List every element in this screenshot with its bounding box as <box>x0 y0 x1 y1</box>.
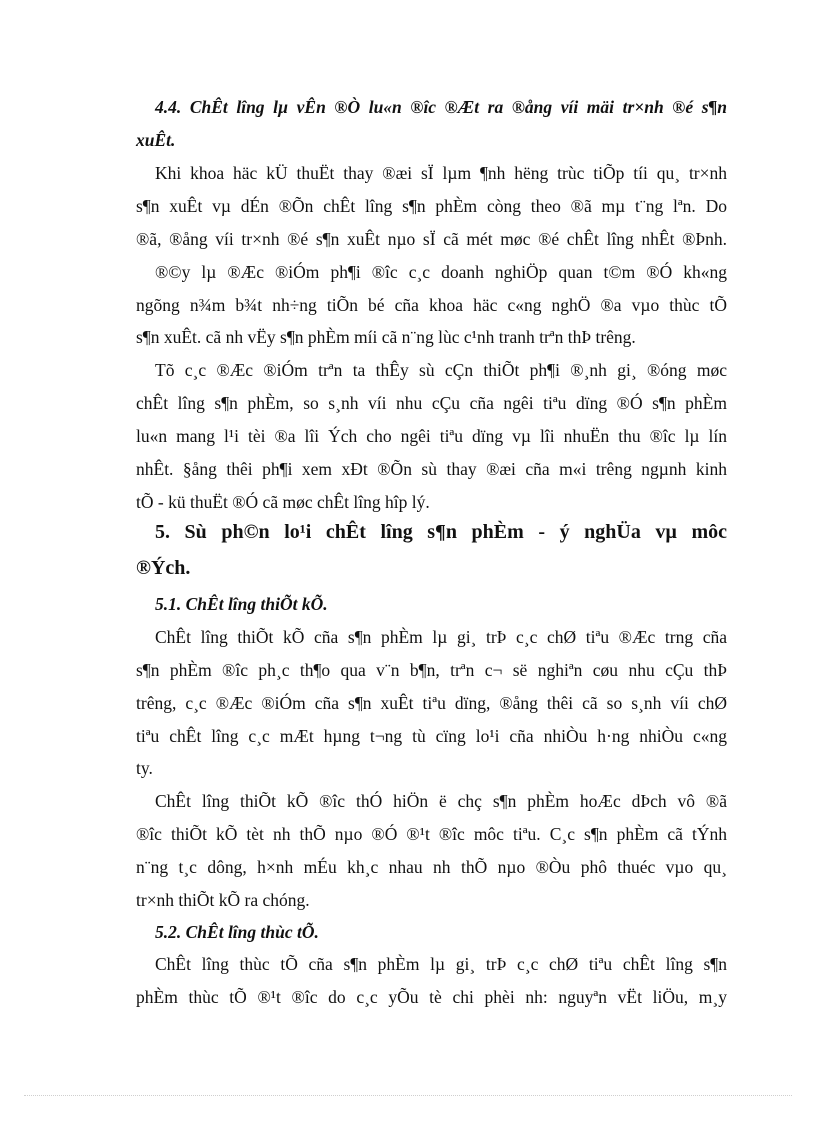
heading-5-line-1: 5. Sù ph©n lo¹i chÊt lîng s¶n phÈm - ý nghÜa vµ môc <box>155 521 727 543</box>
heading-4-4-line-2: xuÊt. <box>136 130 176 150</box>
para5-line-2: ®îc thiÕt kÕ tèt nh thÕ nµo ®Ó ®¹t ®îc môc tiªu. C¸c s¶n phÈm cã tÝnh <box>136 824 727 844</box>
para1-line-2: s¶n xuÊt vµ dÉn ®Õn chÊt lîng s¶n phÈm còng theo ®ã mµ t¨ng lªn. Do <box>136 196 727 216</box>
para5-line-1: ChÊt lîng thiÕt kÕ ®îc thÓ hiÖn ë chç s¶n phÈm hoÆc dÞch vô ®ã <box>155 791 727 811</box>
para5-line-3: n¨ng t¸c dông, h×nh mÉu kh¸c nhau nh thÕ nµo ®Òu phô thuéc vµo qu¸ <box>136 857 727 877</box>
para1-line-1: Khi khoa häc kÜ thuËt thay ®æi sÏ lµm ¶nh hëng trùc tiÕp tíi qu¸ tr×nh <box>155 163 727 183</box>
para6-line-2: phÈm thùc tÕ ®¹t ®îc do c¸c yÕu tè chi phèi nh: nguyªn vËt liÖu, m¸y <box>136 987 727 1007</box>
heading-5-line-2: ®Ých. <box>136 557 191 579</box>
para4-line-1: ChÊt lîng thiÕt kÕ cña s¶n phÈm lµ gi¸ trÞ c¸c chØ tiªu ®Æc trng cña <box>155 627 727 647</box>
para2-line-3: s¶n xuÊt. cã nh vËy s¶n phÈm míi cã n¨ng lùc c¹nh tranh trªn thÞ trêng. <box>136 327 636 347</box>
para4-line-5: ty. <box>136 758 153 778</box>
heading-4-4-line-1: 4.4. ChÊt lîng lµ vÊn ®Ò lu«n ®îc ®Æt ra ®ång víi mäi tr×nh ®é s¶n <box>155 97 727 117</box>
para3-line-1: Tõ c¸c ®Æc ®iÓm trªn ta thÊy sù cÇn thiÕt ph¶i ®¸nh gi¸ ®óng møc <box>155 360 727 380</box>
para3-line-3: lu«n mang l¹i tèi ®a lîi Ých cho ngêi tiªu dïng vµ lîi nhuËn thu ®îc lµ lín <box>136 426 727 446</box>
para4-line-4: tiªu chÊt lîng c¸c mÆt hµng t¬ng tù cïng lo¹i cña nhiÒu h·ng nhiÒu c«ng <box>136 726 727 746</box>
para4-line-3: trêng, c¸c ®Æc ®iÓm cña s¶n xuÊt tiªu dïng, ®ång thêi cã so s¸nh víi chØ <box>136 693 727 713</box>
para1-line-3: ®ã, ®ång víi tr×nh ®é s¶n xuÊt nµo sÏ cã mét møc ®é chÊt lîng nhÊt ®Þnh. <box>136 229 727 249</box>
para4-line-2: s¶n phÈm ®îc ph¸c th¶o qua v¨n b¶n, trªn c¬ së nghiªn cøu nhu cÇu thÞ <box>136 660 727 680</box>
para2-line-2: ngõng n¾m b¾t nh÷ng tiÕn bé cña khoa häc c«ng nghÖ ®a vµo thùc tÕ <box>136 295 727 315</box>
para3-line-5: tÕ - kü thuËt ®Ó cã møc chÊt lîng hîp lý. <box>136 492 430 512</box>
page-bottom-border <box>24 1095 792 1096</box>
para3-line-4: nhÊt. §ång thêi ph¶i xem xÐt ®Õn sù thay ®æi cña m«i trêng ngµnh kinh <box>136 459 727 479</box>
para3-line-2: chÊt lîng s¶n phÈm, so s¸nh víi nhu cÇu cña ngêi tiªu dïng ®Ó s¶n phÈm <box>136 393 727 413</box>
para5-line-4: tr×nh thiÕt kÕ ra chóng. <box>136 890 310 910</box>
para6-line-1: ChÊt lîng thùc tÕ cña s¶n phÈm lµ gi¸ trÞ c¸c chØ tiªu chÊt lîng s¶n <box>155 954 727 974</box>
heading-5-2: 5.2. ChÊt lîng thùc tÕ. <box>155 922 319 942</box>
heading-5-1: 5.1. ChÊt lîng thiÕt kÕ. <box>155 594 328 614</box>
para2-line-1: ®©y lµ ®Æc ®iÓm ph¶i ®îc c¸c doanh nghiÖp quan t©m ®Ó kh«ng <box>155 262 727 282</box>
